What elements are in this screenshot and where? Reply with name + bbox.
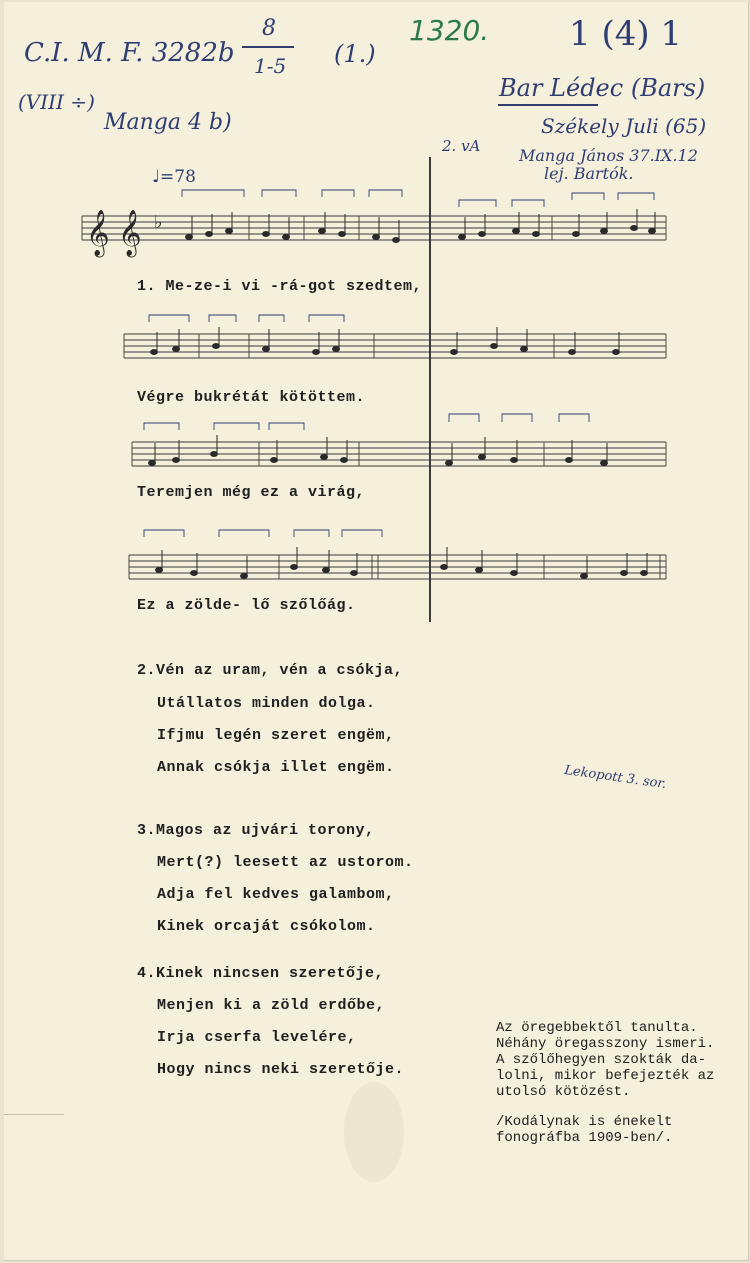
lyric-line-3: Teremjen még ez a virág,	[137, 484, 366, 501]
manuscript-page	[4, 2, 749, 1261]
lyric-line-4: Ez a zölde- lő szőlőág.	[137, 597, 356, 614]
manga-ref: Manga 4 b)	[104, 110, 232, 135]
collector-name: Manga János 37.IX.12	[519, 146, 698, 165]
flat-sign: ♭	[154, 212, 163, 233]
catalog-index: (1.)	[334, 40, 376, 68]
note-line: Néhány öregasszony ismeri.	[496, 1036, 715, 1052]
catalog-number: C.I. M. F. 3282b	[24, 38, 235, 68]
note-line: fonográfba 1909-ben/.	[496, 1130, 673, 1146]
note-line: utolsó kötözést.	[496, 1084, 631, 1100]
stanza-4-line-3: Irja cserfa levelére,	[157, 1029, 357, 1046]
note-line: Az öregebbektől tanulta.	[496, 1020, 698, 1036]
stanza-3-line-4: Kinek orcaját csókolom.	[157, 918, 376, 935]
circled-code: 1 (4) 1	[569, 14, 683, 54]
informant-note	[496, 1020, 714, 1146]
treble-clef-1: 𝄞	[86, 210, 110, 256]
stanza-3-line-2: Mert(?) leesett az ustorom.	[157, 854, 414, 871]
music-staves	[4, 2, 748, 642]
catalog-fraction-bottom: 1-5	[254, 54, 287, 78]
note-line	[496, 1100, 714, 1114]
stanza-4-line-4: Hogy nincs neki szeretője.	[157, 1061, 405, 1078]
note-line: A szőlőhegyen szokták da-	[496, 1052, 707, 1068]
treble-clef-2: 𝄞	[118, 210, 142, 256]
stanza-4-line-1: 4.Kinek nincsen szeretője,	[137, 965, 385, 982]
stanza-3-line-3: Adja fel kedves galambom,	[157, 886, 395, 903]
place-name: Bar Lédec (Bars)	[499, 74, 706, 102]
stain	[344, 1082, 404, 1182]
staff-2	[124, 334, 666, 358]
stanza-4-line-2: Menjen ki a zöld erdőbe,	[157, 997, 386, 1014]
singer-name: Székely Juli (65)	[541, 114, 707, 138]
lyric-line-2: Végre bukrétát kötöttem.	[137, 389, 366, 406]
item-number: 1320.	[409, 14, 490, 47]
stanza-2-line-4: Annak csókja illet engëm.	[157, 759, 395, 776]
transcriber: lej. Bartók.	[544, 164, 634, 183]
verse-mark: 2. vA	[442, 137, 481, 155]
catalog-fraction-top: 8	[262, 16, 276, 41]
note-line: /Kodálynak is énekelt	[496, 1114, 673, 1130]
margin-note: Lekopott 3. sor.	[563, 762, 668, 793]
stanza-2-line-1: 2.Vén az uram, vén a csókja,	[137, 662, 404, 679]
lyric-line-1: 1. Me-ze-i vi -rá-got szedtem,	[137, 278, 423, 295]
faint-line	[4, 1114, 64, 1115]
sub-note: (VIII ÷)	[18, 90, 95, 114]
stanza-3-line-1: 3.Magos az ujvári torony,	[137, 822, 375, 839]
tempo-mark: ♩=78	[152, 167, 196, 187]
stanza-2-line-3: Ifjmu legén szeret engëm,	[157, 727, 395, 744]
note-line: lolni, mikor befejezték az	[496, 1068, 715, 1084]
stanza-2-line-2: Utállatos minden dolga.	[157, 695, 376, 712]
